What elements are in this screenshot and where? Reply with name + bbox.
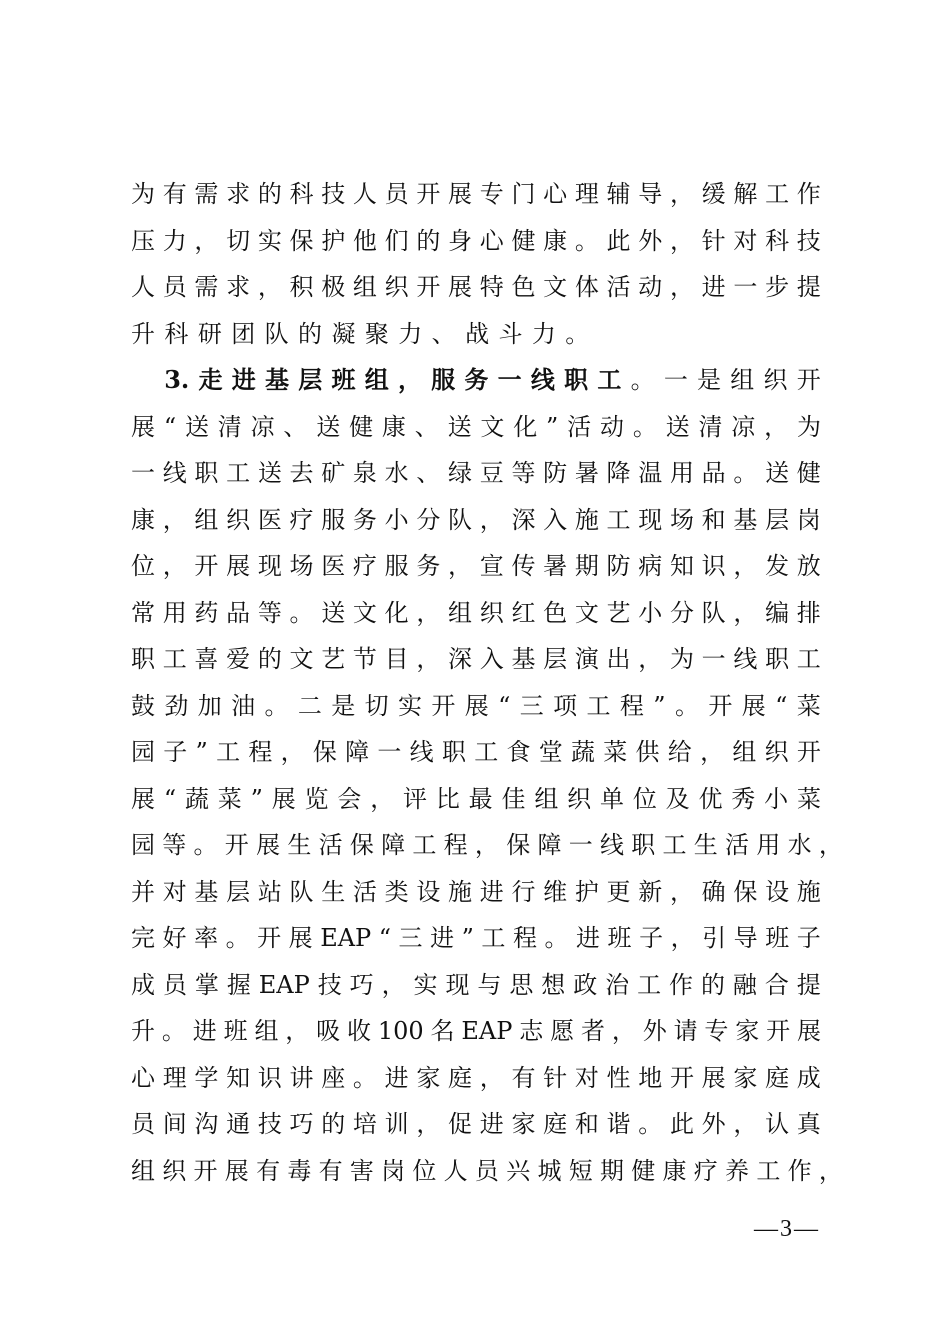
text-line: 鼓 劲 加 油 。 二 是 切 实 开 展 “ 三 项 工 程 ” 。 开 展 “ 菜 [131,691,821,720]
text-line: 一 线 职 工 送 去 矿 泉 水 、 绿 豆 等 防 暑 降 温 用 品 。 送 健 [131,459,821,488]
text-line: 位 ， 开 展 现 场 医 疗 服 务 ， 宣 传 暑 期 防 病 知 识 ， 发 放 [131,552,821,581]
text-line: 员 间 沟 通 技 巧 的 培 训 ， 促 进 家 庭 和 谐 。 此 外 ， 认 真 [131,1110,821,1139]
page-number: —3— [754,1216,820,1242]
text-line: 常 用 药 品 等 。 送 文 化 ， 组 织 红 色 文 艺 小 分 队 ， 编 排 [131,598,821,627]
text-line: 职 工 喜 爱 的 文 艺 节 目 ， 深 入 基 层 演 出 ， 为 一 线 职 工 [131,645,821,674]
text-line: 康 ， 组 织 医 疗 服 务 小 分 队 ， 深 入 施 工 现 场 和 基 层 岗 [131,505,821,534]
text-line: 压 力 ， 切 实 保 护 他 们 的 身 心 健 康 。 此 外 ， 针 对 科 技 [131,226,821,255]
text-line: 成 员 掌 握 EAP 技 巧 ， 实 现 与 思 想 政 治 工 作 的 融 合 提 [131,970,821,999]
text-line: 人 员 需 求 ， 积 极 组 织 开 展 特 色 文 体 活 动 ， 进 一 步 提 [131,273,821,302]
text-line: 组 织 开 展 有 毒 有 害 岗 位 人 员 兴 城 短 期 健 康 疗 养 工 作 ， [131,1156,843,1185]
text-line: 园 等 。 开 展 生 活 保 障 工 程 ， 保 障 一 线 职 工 生 活 用 水 ， [131,831,843,860]
text-line: 升 科 研 团 队 的 凝 聚 力 、 战 斗 力 。 [131,319,599,348]
body-text [131,171,843,1194]
text-line: 3. 走 进 基 层 班 组 ， 服 务 一 线 职 工 。 一 是 组 织 开 [164,365,821,395]
text-line: 并 对 基 层 站 队 生 活 类 设 施 进 行 维 护 更 新 ， 确 保 设 施 [131,877,821,906]
text-line: 心 理 学 知 识 讲 座 。 进 家 庭 ， 有 针 对 性 地 开 展 家 庭 成 [131,1063,821,1092]
text-line: 园 子 ” 工 程 ， 保 障 一 线 职 工 食 堂 蔬 菜 供 给 ， 组 织 开 [131,738,821,767]
text-line: 展 “ 蔬 菜 ” 展 览 会 ， 评 比 最 佳 组 织 单 位 及 优 秀 小 菜 [131,784,821,813]
text-line: 为 有 需 求 的 科 技 人 员 开 展 专 门 心 理 辅 导 ， 缓 解 工 作 [131,180,821,209]
text-line: 展 “ 送 清 凉 、 送 健 康 、 送 文 化 ” 活 动 。 送 清 凉 ， 为 [131,412,821,441]
text-line: 升 。 进 班 组 ， 吸 收 100 名 EAP 志 愿 者 ， 外 请 专 家 开 展 [131,1017,821,1046]
page-footer [0,1212,950,1246]
text-line: 完 好 率 。 开 展 EAP “ 三 进 ” 工 程 。 进 班 子 ， 引 导 班 子 [131,924,821,953]
